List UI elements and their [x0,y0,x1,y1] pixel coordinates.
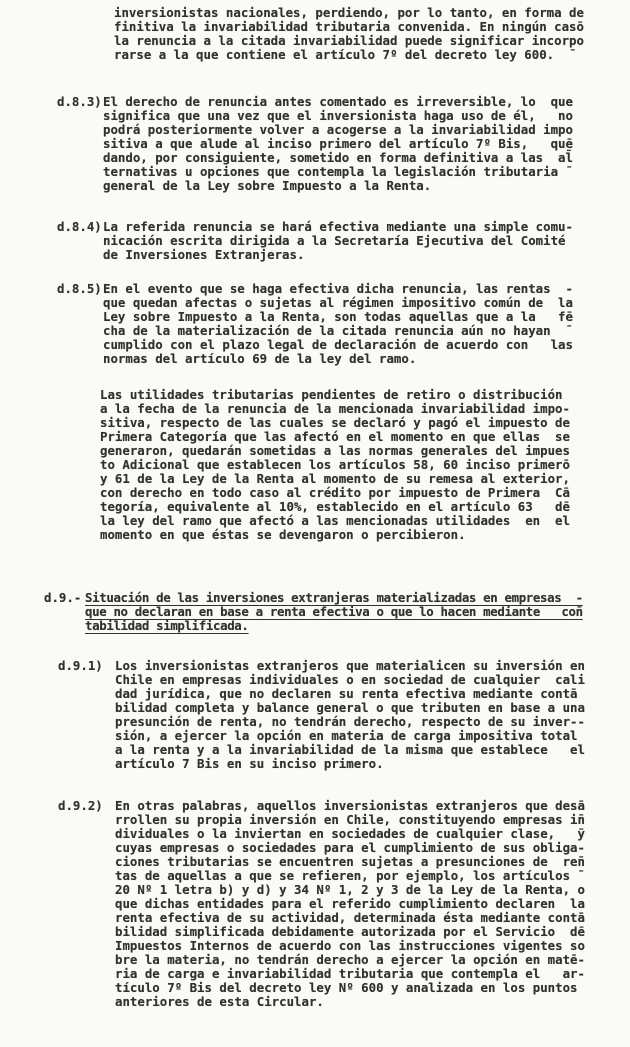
text-line: bre la materia, no tendrán derecho a ejercer la opción en matē- [115,952,585,967]
text-line: sitiva a que alude al inciso primero del artículo 7º Bis, quē [103,136,573,151]
text-line: La referida renuncia se hará efectiva mediante una simple comu- [103,219,573,234]
block-lines [114,6,584,62]
item-label-d.9-heading: d.9.- [44,590,82,605]
text-line: y 61 de la Ley de la Renta al momento de su remesa al exterior, [100,471,570,486]
text-line: significa que una vez que el inversionista haga uso de él, no [103,108,573,123]
text-line: dando, por consiguiente, sometido en forma definitiva a las al̄ [103,150,573,165]
text-line: dividuales o la inviertan en sociedades de cualquier clase, ȳ [115,826,585,841]
block-lines [103,220,573,262]
text-line: que dichas entidades para el referido cumplimiento declaren la [115,896,585,911]
block-lines [85,591,583,633]
text-line: ria de carga e invariabilidad tributaria que contempla el ar- [115,966,585,981]
text-line: tas de aquellas a que se refieren, por ejemplo, los artículos ¯ [115,868,585,883]
text-line: to Adicional que establecen los artículos 58, 60 inciso primerō [100,457,570,472]
block-lines [115,799,585,1009]
text-line: Los inversionistas extranjeros que materialicen su inversión en [115,658,585,673]
item-label-d.9.2: d.9.2) [58,798,103,813]
block-lines [115,659,585,771]
text-line: con derecho en todo caso al crédito por impuesto de Primera Cā [100,485,570,500]
item-label-d.8.4: d.8.4) [57,219,102,234]
block-lines [100,388,570,542]
text-line: cha de la materialización de la citada renuncia aún no hayan ¯ [103,323,573,338]
text-line: general de la Ley sobre Impuesto a la Renta. [103,178,432,193]
text-line: que quedan afectas o sujetas al régimen impositivo común de la [103,295,573,310]
item-label-d.9.1: d.9.1) [58,658,103,673]
text-line: a la fecha de la renuncia de la mencionada invariabilidad impo- [100,401,570,416]
text-line: que no declaran en base a renta efectiva o que lo hacen mediante con̄ [85,604,583,619]
text-line: bilidad simplificada debidamente autorizada por el Servicio dē [115,924,585,939]
text-line: sión, a ejercer la opción en materia de carga impositiva total [115,728,578,743]
text-line: la ley del ramo que afectó a las mencionadas utilidades en el [100,513,570,528]
text-line: generaron, quedarán sometidas a las normas generales del impues [100,443,570,458]
text-line: 20 Nº 1 letra b) y d) y 34 Nº 1, 2 y 3 de la Ley de la Renta, o [115,882,585,897]
text-line: ciones tributarias se encuentren sujetas a presunciones de ren̄ [115,854,585,869]
text-line: Ley sobre Impuesto a la Renta, son todas aquellas que a la fē [103,309,573,324]
text-line: podrá posteriormente volver a acogerse a la invariabilidad impo [103,122,573,137]
text-line: tículo 7º Bis del decreto ley Nº 600 y analizada en los puntos [115,980,578,995]
text-line: Chile en empresas individuales o en sociedad de cualquier cali [115,672,585,687]
text-line: momento en que éstas se devengaron o percibieron. [100,527,466,542]
text-line: tegoría, equivalente al 10%, establecido en el artículo 63 dē [100,499,570,514]
text-line: Situación de las inversiones extranjeras materializadas en empresas - [85,590,583,605]
text-line: rarse a la que contiene el artículo 7º del decreto ley 600. ¯ [114,47,577,62]
text-line: Primera Categoría que las afectó en el momento en que ellas se [100,429,570,444]
text-line: anteriores de esta Circular. [115,994,324,1009]
text-line: sitiva, respecto de las cuales se declaró y pagó el impuesto de [100,415,570,430]
text-line: En otras palabras, aquellos inversionistas extranjeros que desā [115,798,585,813]
item-label-d.8.3: d.8.3) [57,94,102,109]
block-lines [103,282,573,366]
text-line: renta efectiva de su actividad, determinada ésta mediante contā [115,910,585,925]
text-line: Las utilidades tributarias pendientes de retiro o distribución [100,387,563,402]
text-line: a la renta y a la invariabilidad de la misma que establece el [115,742,585,757]
text-line: El derecho de renuncia antes comentado es irreversible, lo que [103,94,573,109]
text-line: finitiva la invariabilidad tributaria convenida. En ningún casō [114,19,584,34]
text-line: la renuncia a la citada invariabilidad puede significar incorpo [114,33,584,48]
text-line: cuyas empresas o sociedades para el cumplimiento de sus obliga- [115,840,585,855]
text-line: bilidad completa y balance general o que tributen en base a una [115,700,585,715]
block-lines [103,95,573,193]
text-line: presunción de renta, no tendrán derecho, respecto de su inver-- [115,714,585,729]
text-line: tabilidad simplificada. [85,618,249,633]
text-line: de Inversiones Extranjeras. [103,247,305,262]
text-line: En el evento que se haga efectiva dicha renuncia, las rentas - [103,281,573,296]
text-line: inversionistas nacionales, perdiendo, por lo tanto, en forma de [114,5,584,20]
text-line: dad jurídica, que no declaren su renta efectiva mediante contā [115,686,578,701]
item-label-d.8.5: d.8.5) [57,281,102,296]
text-line: cumplido con el plazo legal de declaración de acuerdo con las [103,337,573,352]
text-line: ternativas u opciones que contempla la legislación tributaria ¯ [103,164,573,179]
text-line: rrollen su propia inversión en Chile, constituyendo empresas in̄ [115,812,585,827]
text-line: nicación escrita dirigida a la Secretaría Ejecutiva del Comité [103,233,566,248]
text-line: Impuestos Internos de acuerdo con las instrucciones vigentes so [115,938,585,953]
text-line: normas del artículo 69 de la ley del ramo. [103,351,417,366]
text-line: artículo 7 Bis en su inciso primero. [115,756,384,771]
